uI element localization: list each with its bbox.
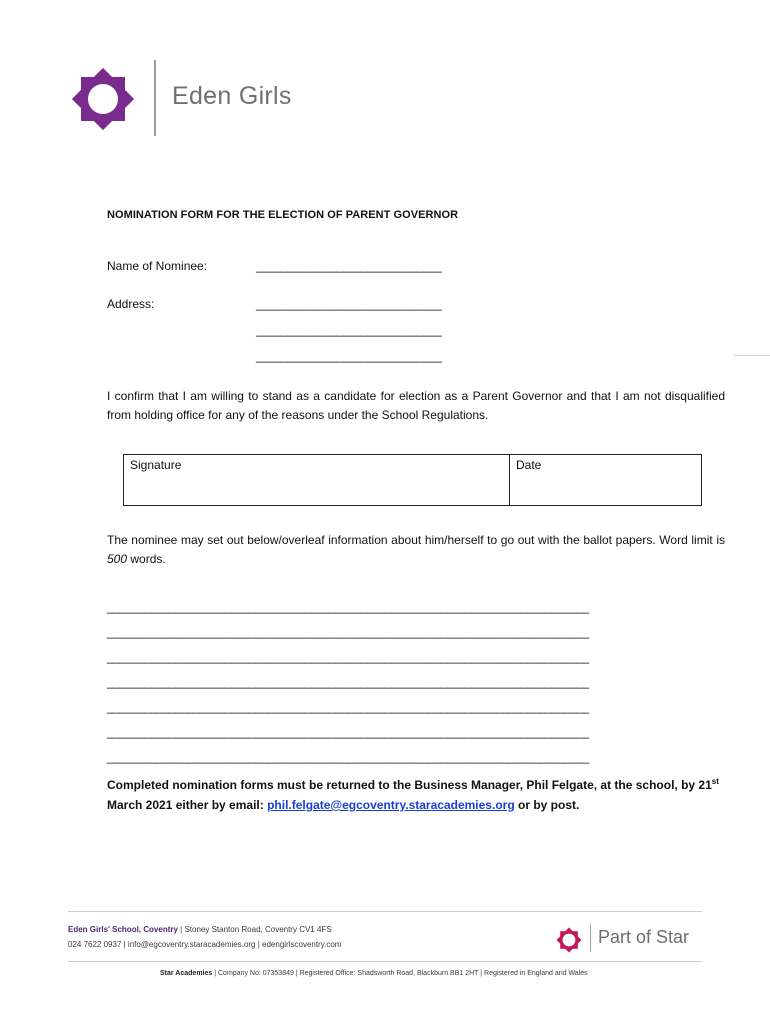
info-writing-line[interactable]: ______________________________________________________________________________	[107, 625, 589, 639]
eden-girls-logo-icon	[68, 64, 138, 134]
footer-address-line	[68, 925, 332, 934]
signature-table	[123, 454, 702, 506]
address-field-line-1[interactable]: ______________________________	[256, 297, 442, 311]
address-field-line-3[interactable]: ______________________________	[256, 349, 442, 363]
info-text-end: words.	[127, 552, 166, 566]
footer-address: | Stoney Stanton Road, Coventry CV1 4FS	[177, 925, 332, 934]
closing-ordinal: st	[711, 777, 719, 786]
info-text-start: The nominee may set out below/overleaf information about him/herself to go out with the ballot papers. Word limit is	[107, 533, 725, 547]
email-link[interactable]: phil.felgate@egcoventry.staracademies.org	[267, 798, 515, 812]
company-info-line	[160, 970, 588, 977]
date-label: Date	[516, 458, 542, 472]
signature-cell[interactable]	[124, 455, 510, 506]
company-name: Star Academies	[160, 970, 213, 977]
star-academies-logo-icon	[555, 926, 583, 954]
word-limit-value: 500	[107, 552, 128, 566]
part-of-star-text: Part of Star	[598, 927, 690, 947]
closing-text-1: Completed nomination forms must be returned to the Business Manager, Phil Felgate, at the school, by 21	[107, 778, 712, 792]
closing-text-2: March 2021 either by email:	[107, 798, 268, 812]
star-divider	[590, 924, 591, 952]
info-writing-line[interactable]: ______________________________________________________________________________	[107, 600, 589, 614]
company-details: | Company No: 07353849 | Registered Office: Shadsworth Road, Blackburn BB1 2HT | Registered in England and Wales	[212, 970, 588, 977]
footer-contact-line: 024 7622 0937 | info@egcoventry.staracademies.org | edengirlscoventry.com	[68, 940, 342, 949]
logo-text: Eden Girls	[172, 82, 292, 110]
footer-school-name: Eden Girls' School, Coventry	[68, 925, 178, 934]
logo-divider	[154, 60, 156, 136]
footer-rule-top	[68, 911, 702, 912]
confirmation-statement: I confirm that I am willing to stand as a candidate for election as a Parent Governor and that I am not disqualified from holding office for any of the reasons under the School Regulations.	[107, 389, 725, 422]
info-writing-line[interactable]: ______________________________________________________________________________	[107, 700, 589, 714]
footer-rule-bottom	[68, 961, 702, 962]
nominee-info-instructions	[107, 531, 725, 569]
address-field-line-2[interactable]: ______________________________	[256, 323, 442, 337]
name-of-nominee-field[interactable]: ______________________________	[256, 259, 442, 273]
signature-label: Signature	[130, 458, 182, 472]
info-writing-line[interactable]: ______________________________________________________________________________	[107, 675, 589, 689]
closing-text-3: or by post.	[514, 798, 580, 812]
name-of-nominee-label: Name of Nominee:	[107, 259, 208, 273]
return-instructions	[107, 772, 729, 815]
form-title: NOMINATION FORM FOR THE ELECTION OF PARENT GOVERNOR	[107, 209, 459, 221]
info-writing-line[interactable]: ______________________________________________________________________________	[107, 725, 589, 739]
margin-mark	[733, 355, 770, 356]
info-writing-line[interactable]: ______________________________________________________________________________	[107, 650, 589, 664]
address-label: Address:	[107, 297, 155, 311]
info-writing-line[interactable]: ______________________________________________________________________________	[107, 750, 589, 764]
date-cell[interactable]	[510, 455, 702, 506]
